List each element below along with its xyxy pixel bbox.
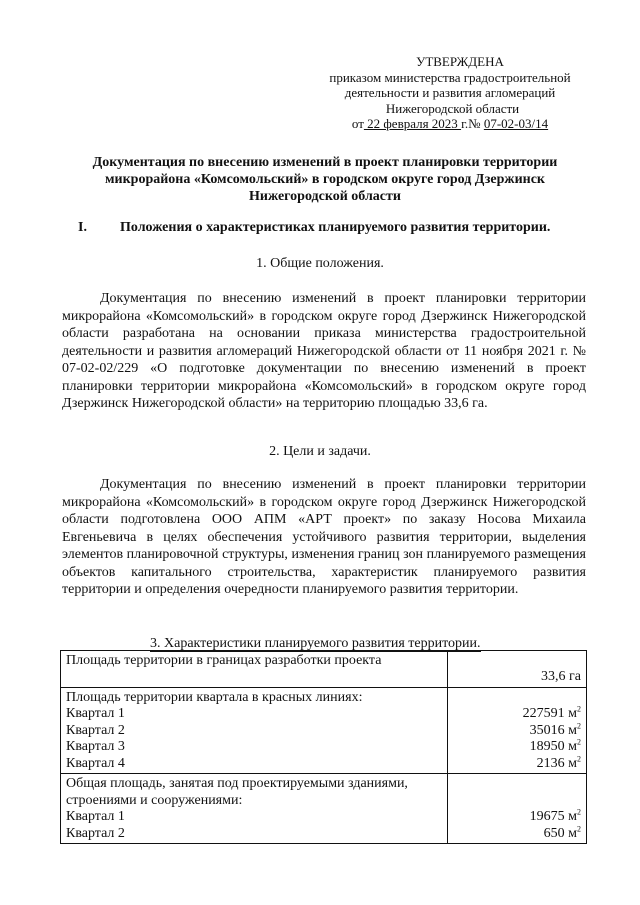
order-prefix: от: [351, 116, 364, 132]
blocks-label: Площадь территории квартала в красных линиях:: [66, 689, 363, 705]
order-number: 07-02-03/14: [483, 116, 549, 132]
block-value: 227591 $м^2$: [522, 704, 581, 721]
approval-order: [0, 116, 640, 132]
buildings-label: Общая площадь, занятая под проектируемыми зданиями, строениями и сооружениями:: [66, 776, 408, 808]
table-row: [61, 774, 587, 844]
section-number: I.: [78, 220, 87, 235]
table-caption-text: 3. Характеристики планируемого развития территории.: [150, 636, 481, 651]
approval-line-2: деятельности и развития агломераций: [344, 85, 556, 101]
blocks-cell: [61, 687, 448, 774]
table-row: [61, 651, 587, 688]
general-paragraph: Документация по внесению изменений в проект планировки территории микрорайона «Комсомольский» в городском округе город Дзержинск Нижегородской области разработана на основании приказа министерства градостроительной деятельности и развития агломераций Нижегородской области от 11 ноября 2021 г. № 07-02-02/229 «О подготовке документации по внесению изменений в проект планировки территории микрорайона «Комсомольский» в городском округе город Дзержинск Нижегородской области» на территорию площадью 33,6 га.: [62, 291, 586, 411]
subsection-goals-title: 2. Цели и задачи.: [269, 444, 371, 459]
characteristics-table: [60, 650, 587, 844]
section-title: Положения о характеристиках планируемого развития территории.: [120, 220, 551, 235]
order-mid: г.№: [461, 116, 484, 132]
block-value: 35016 $м^2$: [529, 720, 581, 738]
area-total-label: Площадь территории в границах разработки проекта: [61, 651, 448, 688]
blocks-values: [448, 687, 587, 774]
subsection-general-title: 1. Общие положения.: [256, 256, 384, 271]
approval-heading: УТВЕРЖДЕНА: [416, 54, 504, 69]
building-value: 19675 $м^2$: [529, 807, 581, 824]
goals-paragraph: Документация по внесению изменений в проект планировки территории микрорайона «Комсомольский» в городском округе город Дзержинск Нижегородской области подготовлена ООО АПМ «АРТ проект» по заказу Носова Михаила Евгеньевича в целях обеспечения устойчивого развития территории, выделения элементов планировочной структуры, изменения границ зон планируемого размещения объектов капитального строительства, характеристик планируемого развития территории и определения очередности планируемого развития территории.: [62, 477, 586, 597]
buildings-cell: [61, 774, 448, 844]
buildings-values: [448, 774, 587, 844]
block-value: 2136 $м^2$: [536, 753, 581, 771]
block-name: Квартал 3: [66, 739, 125, 754]
document-title: Документация по внесению изменений в проект планировки территории микрорайона «Комсомольский» в городском округе город Дзержинск Нижегородской области: [92, 155, 558, 204]
block-name: Квартал 4: [66, 755, 125, 771]
approval-line-1: приказом министерства градостроительной: [329, 69, 571, 85]
table-row: [61, 687, 587, 774]
building-value: 650 $м^2$: [543, 823, 581, 841]
block-name: Квартал 1: [66, 706, 125, 721]
section-heading: [78, 220, 598, 236]
approval-line-3: Нижегородской области: [385, 100, 520, 116]
order-date: 22 февраля 2023: [363, 116, 462, 132]
approval-stamp: [0, 54, 640, 132]
area-total-value: 33,6 га: [448, 651, 587, 688]
building-name: Квартал 1: [66, 809, 125, 824]
block-value: 18950 $м^2$: [529, 737, 581, 754]
building-name: Квартал 2: [66, 825, 125, 841]
block-name: Квартал 2: [66, 722, 125, 738]
